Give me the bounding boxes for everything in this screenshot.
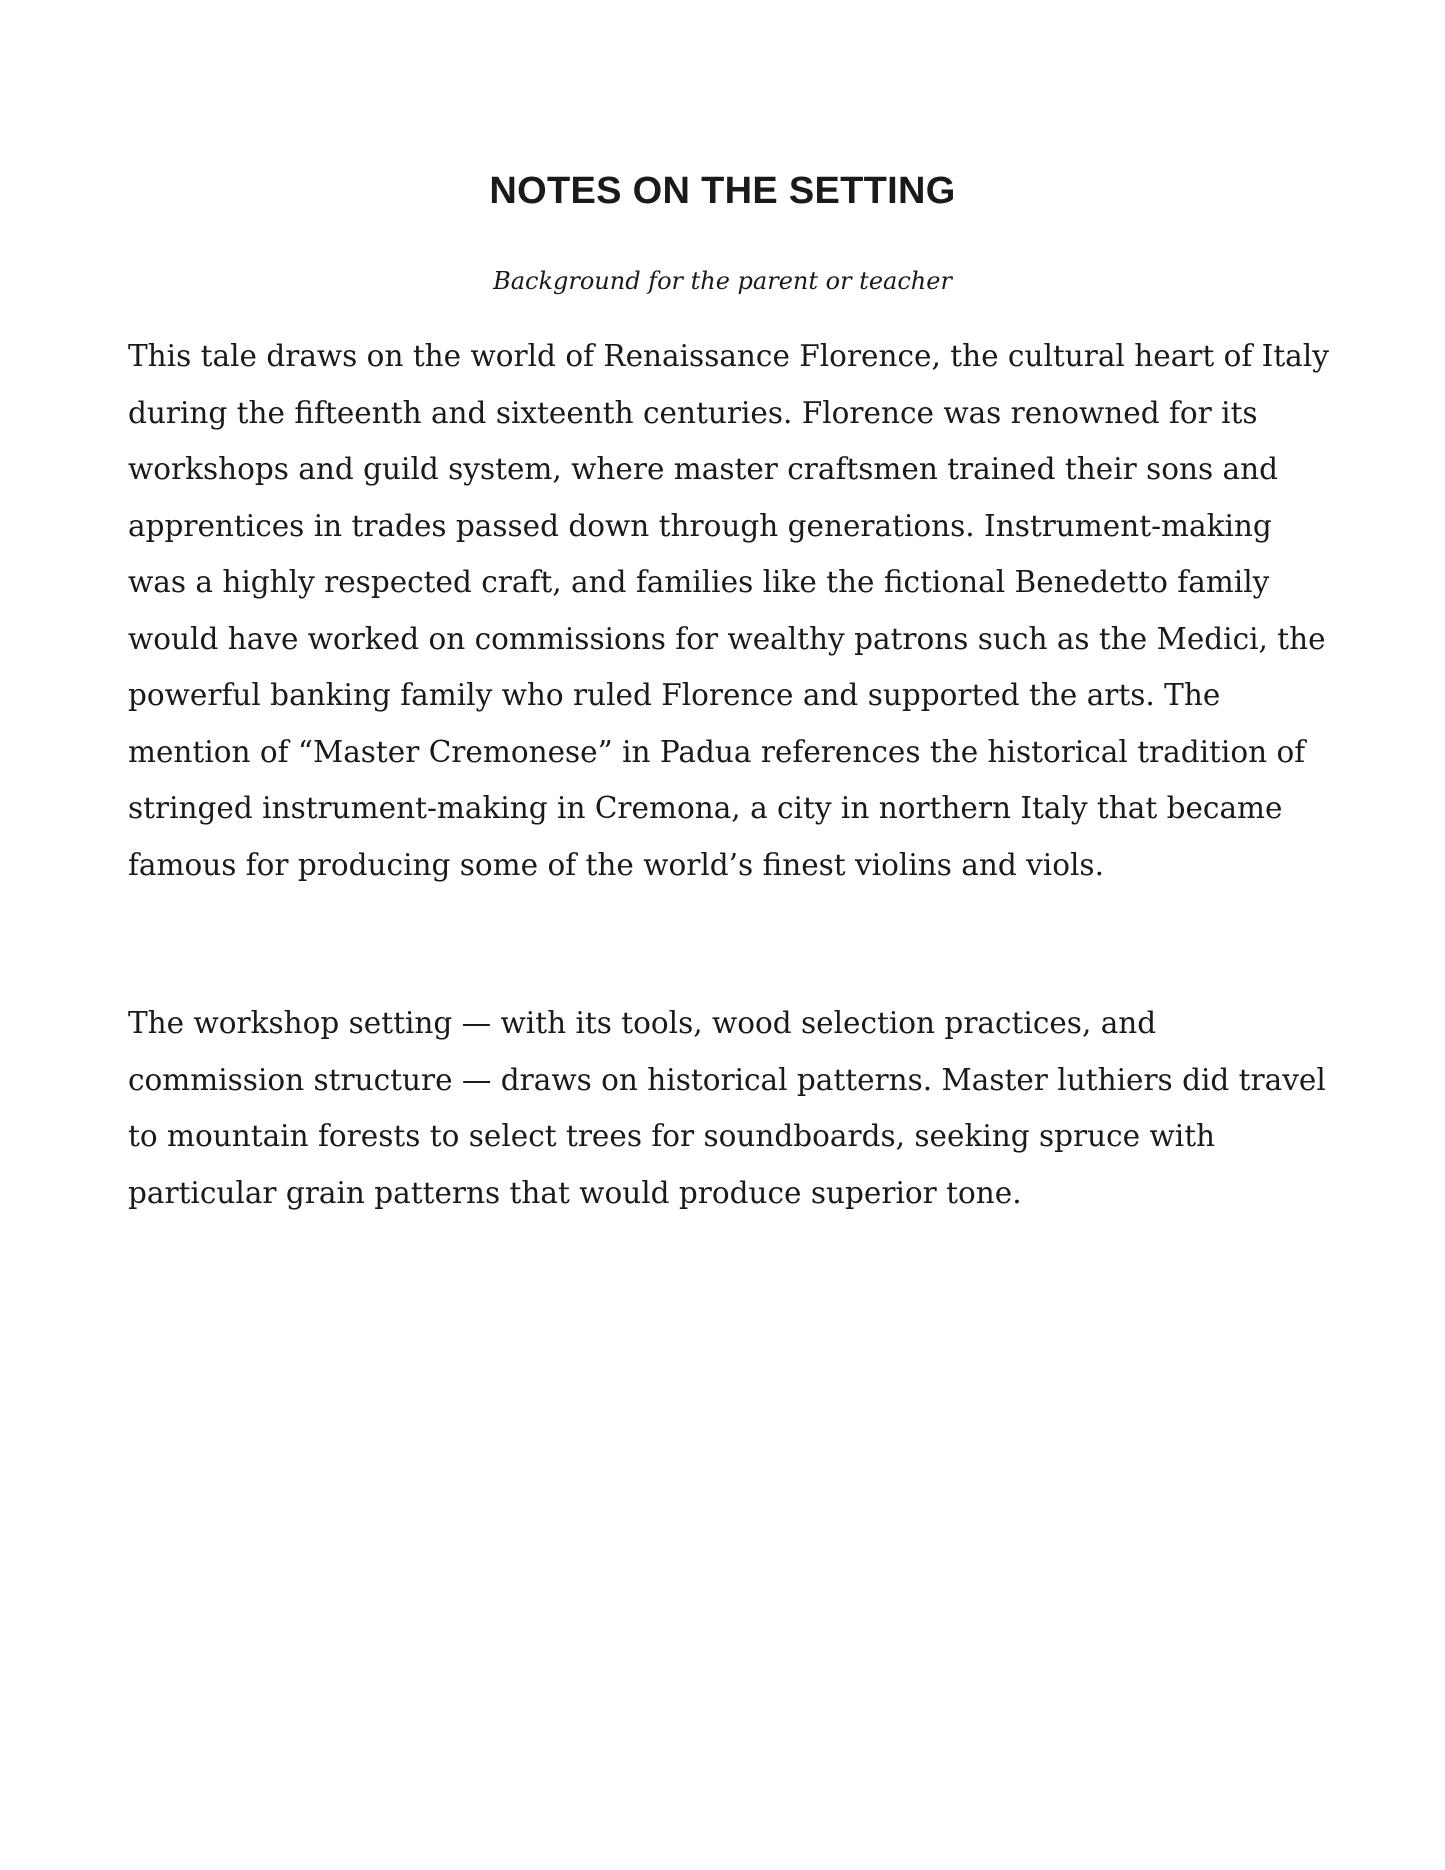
paragraph-florence: This tale draws on the world of Renaissance Florence, the cultural heart of Italy during the fifteenth and sixteenth centuries. Florence was renowned for its workshops and guild system, where master craftsmen trained their sons and apprentices in trades passed down through generations. Instrument-making was a highly respected craft, and families like the fictional Benedetto family would have worked on commissions for wealthy patrons such as the Medici, the powerful banking family who ruled Florence and supported the arts. The mention of “Master Cremonese” in Padua references the historical tradition of stringed instrument-making in Cremona, a city in northern Italy that became famous for producing some of the world’s finest violins and viols.: [128, 339, 1329, 882]
paragraph-workshop: The workshop setting — with its tools, wood selection practices, and commission structure — draws on historical patterns. Master luthiers did travel to mountain forests to select trees for soundboards, seeking spruce with particular grain patterns that would produce superior tone.: [128, 1006, 1326, 1210]
page-subtitle: Background for the parent or teacher: [493, 267, 952, 295]
page-title: NOTES ON THE SETTING: [489, 170, 956, 212]
